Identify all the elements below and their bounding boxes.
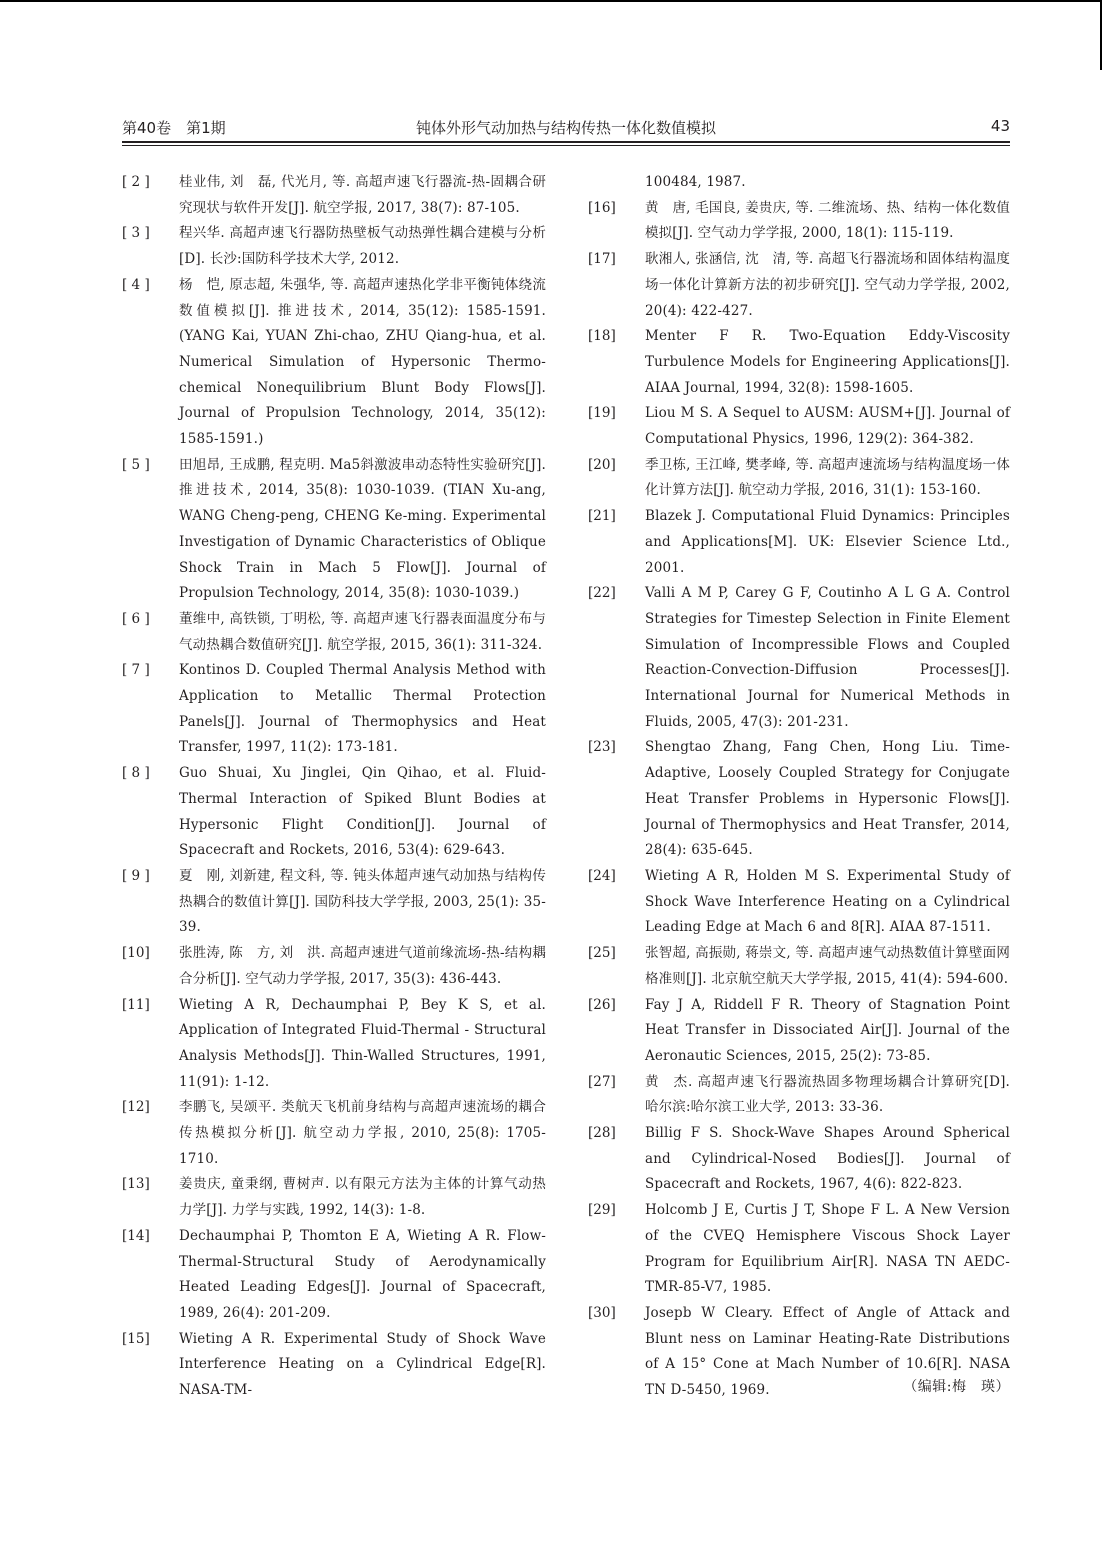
reference-number: [15]: [122, 1330, 150, 1347]
reference-number: [27]: [588, 1073, 616, 1090]
reference-text: Wieting A R, Holden M S. Experimental Study of Shock Wave Interference Heating on a Cylindrical Leading Edge at Mach 6 and 8[R]. AIAA 87-1511.: [645, 867, 1010, 936]
reference-entry: [122, 1224, 546, 1327]
reference-entry: [588, 247, 1010, 324]
page-number: 43: [990, 117, 1010, 135]
reference-number: [12]: [122, 1099, 150, 1116]
header-rule-thick: [122, 141, 1010, 143]
reference-entry: [122, 607, 546, 658]
reference-text: Shengtao Zhang, Fang Chen, Hong Liu. Time-Adaptive, Loosely Coupled Strategy for Conjugate Heat Transfer Problems in Hypersonic Flows[J]. Journal of Thermophysics and Heat Transfer, 2014, 28(4): 635-645.: [645, 739, 1010, 859]
reference-number: [14]: [122, 1227, 150, 1244]
reference-entry: [588, 1121, 1010, 1198]
running-header: [122, 117, 1010, 139]
reference-text: Valli A M P, Carey G F, Coutinho A L G A. Control Strategies for Timestep Selection in Finite Element Simulation of Incompressible Flows and Coupled Reaction-Convection-Diffusion Processes[J]. International Journal for Numerical Methods in Fluids, 2005, 47(3): 201-231.: [645, 585, 1010, 730]
reference-number: [16]: [588, 199, 616, 216]
reference-entry: [122, 941, 546, 992]
reference-number: [ 9 ]: [122, 867, 150, 884]
running-title: 钝体外形气动加热与结构传热一体化数值模拟: [415, 119, 716, 137]
reference-entry: [122, 273, 546, 453]
reference-text: Liou M S. A Sequel to AUSM: AUSM+[J]. Journal of Computational Physics, 1996, 129(2): 364-382.: [645, 405, 1010, 448]
reference-number: [23]: [588, 739, 616, 756]
reference-number: [28]: [588, 1125, 616, 1142]
reference-number: [10]: [122, 945, 150, 962]
reference-text: Wieting A R. Experimental Study of Shock Wave Interference Heating on a Cylindrical Edge[R]. NASA-TM-: [179, 1330, 546, 1399]
reference-number: [ 4 ]: [122, 276, 150, 293]
reference-entry: [588, 581, 1010, 735]
reference-entry: [122, 1327, 546, 1404]
reference-number: [24]: [588, 867, 616, 884]
reference-entry-continued: [588, 170, 1010, 196]
reference-number: [ 2 ]: [122, 174, 150, 190]
reference-entry: [588, 453, 1010, 504]
reference-number: [30]: [588, 1304, 616, 1321]
reference-text: 黄 杰. 高超声速飞行器流热固多物理场耦合计算研究[D]. 哈尔滨:哈尔滨工业大学, 2013: 33-36.: [645, 1073, 1010, 1116]
reference-number: [ 5 ]: [122, 456, 150, 473]
reference-text: Josepb W Cleary. Effect of Angle of Attack and Blunt ness on Laminar Heating-Rate Distributions of A 15° Cone at Mach Number of 10.6[R]. NASA TN D-5450, 1969.: [645, 1304, 1010, 1399]
reference-entry: [588, 504, 1010, 581]
header-rule-thin: [122, 145, 1010, 146]
reference-text: 黄 唐, 毛国良, 姜贵庆, 等. 二维流场、热、结构一体化数值模拟[J]. 空气动力学学报, 2000, 18(1): 115-119.: [645, 199, 1010, 242]
reference-text: 姜贵庆, 童秉纲, 曹树声. 以有限元方法为主体的计算气动热力学[J]. 力学与实践, 1992, 14(3): 1-8.: [179, 1176, 546, 1219]
reference-entry: [588, 1070, 1010, 1121]
reference-text: 程兴华. 高超声速飞行器防热壁板气动热弹性耦合建模与分析[D]. 长沙:国防科学技术大学, 2012.: [179, 225, 546, 268]
reference-entry: [122, 1095, 546, 1172]
reference-entry: [588, 941, 1010, 992]
reference-text: 夏 刚, 刘新建, 程文科, 等. 钝头体超声速气动加热与结构传热耦合的数值计算[J]. 国防科技大学学报, 2003, 25(1): 35-39.: [179, 867, 546, 936]
references-left-column: [122, 170, 546, 1404]
reference-text: Fay J A, Riddell F R. Theory of Stagnation Point Heat Transfer in Dissociated Air[J]. Journal of the Aeronautic Sciences, 2015, 25(2): 73-85.: [645, 996, 1010, 1064]
reference-entry: [122, 864, 546, 941]
reference-number: [26]: [588, 996, 616, 1013]
reference-entry: [588, 993, 1010, 1070]
references-right-column: [588, 170, 1010, 1404]
reference-number: [ 6 ]: [122, 610, 150, 627]
reference-number: [17]: [588, 251, 616, 268]
reference-number: [25]: [588, 945, 616, 962]
reference-entry: [122, 170, 546, 221]
reference-text: 杨 恺, 原志超, 朱强华, 等. 高超声速热化学非平衡钝体绕流数值模拟[J]. 推进技术, 2014, 35(12): 1585-1591. (YANG Kai, YUAN Zhi-chao, ZHU Qiang-hua, et al. Numerical Simulation of Hypersonic Thermo-chemical Nonequilibrium Blunt Body Flows[J]. Journal of Propulsion Technology, 2014, 35(12): 1585-1591.): [179, 276, 546, 448]
reference-text: Holcomb J E, Curtis J T, Shope F L. A New Version of the CVEQ Hemisphere Viscous Shock Layer Program for Equilibrium Air[R]. NASA TN AEDC-TMR-85-V7, 1985.: [645, 1202, 1010, 1296]
reference-text: Wieting A R, Dechaumphai P, Bey K S, et al. Application of Integrated Fluid-Thermal - Structural Analysis Methods[J]. Thin-Walled Structures, 1991, 11(91): 1-12.: [179, 996, 546, 1090]
reference-text: Guo Shuai, Xu Jinglei, Qin Qihao, et al. Fluid-Thermal Interaction of Spiked Blunt Bodies at Hypersonic Flight Condition[J]. Journal of Spacecraft and Rockets, 2016, 53(4): 629-643.: [179, 765, 546, 859]
reference-entry: [122, 993, 546, 1096]
crop-mark-top: [0, 0, 1102, 2]
reference-text: Kontinos D. Coupled Thermal Analysis Method with Application to Metallic Thermal Protection Panels[J]. Journal of Thermophysics and Heat Transfer, 1997, 11(2): 173-181.: [179, 662, 546, 756]
reference-text: 季卫栋, 王江峰, 樊孝峰, 等. 高超声速流场与结构温度场一体化计算方法[J]. 航空动力学报, 2016, 31(1): 153-160.: [645, 456, 1010, 499]
reference-entry: [122, 658, 546, 761]
reference-entry: [588, 864, 1010, 941]
reference-number: [11]: [122, 996, 150, 1013]
reference-number: [13]: [122, 1176, 150, 1193]
reference-number: [29]: [588, 1202, 616, 1219]
reference-text: 耿湘人, 张涵信, 沈 清, 等. 高超飞行器流场和固体结构温度场一体化计算新方法的初步研究[J]. 空气动力学学报, 2002, 20(4): 422-427.: [645, 251, 1010, 319]
reference-text: 张智超, 高振勋, 蒋崇文, 等. 高超声速气动热数值计算壁面网格准则[J]. 北京航空航天大学学报, 2015, 41(4): 594-600.: [645, 945, 1010, 987]
reference-number: [20]: [588, 456, 616, 473]
reference-entry: [122, 221, 546, 272]
reference-number: [18]: [588, 328, 616, 345]
reference-text: Blazek J. Computational Fluid Dynamics: Principles and Applications[M]. UK: Elsevier Science Ltd., 2001.: [645, 508, 1010, 576]
reference-entry: [588, 401, 1010, 452]
reference-text: Menter F R. Two-Equation Eddy-Viscosity Turbulence Models for Engineering Applications[J]. AIAA Journal, 1994, 32(8): 1598-1605.: [645, 328, 1010, 396]
reference-number: [ 7 ]: [122, 662, 150, 679]
reference-text: 李鹏飞, 吴颂平. 类航天飞机前身结构与高超声速流场的耦合传热模拟分析[J]. 航空动力学报, 2010, 25(8): 1705-1710.: [179, 1099, 546, 1167]
reference-text: 张胜涛, 陈 方, 刘 洪. 高超声速进气道前缘流场-热-结构耦合分析[J]. 空气动力学学报, 2017, 35(3): 436-443.: [179, 945, 546, 987]
editor-note: （编辑:梅 瑛）: [903, 1379, 1010, 1395]
reference-number: [ 3 ]: [122, 225, 150, 242]
reference-text: Dechaumphai P, Thomton E A, Wieting A R. Flow-Thermal-Structural Study of Aerodynamically Heated Leading Edges[J]. Journal of Spacecraft, 1989, 26(4): 201-209.: [179, 1227, 546, 1321]
reference-entry: [588, 324, 1010, 401]
reference-text: 田旭昂, 王成鹏, 程克明. Ma5斜激波串动态特性实验研究[J]. 推进技术, 2014, 35(8): 1030-1039. (TIAN Xu-ang, WANG Cheng-peng, CHENG Ke-ming. Experimental Investigation of Dynamic Characteristics of Oblique Shock Train in Mach 5 Flow[J]. Journal of Propulsion Technology, 2014, 35(8): 1030-1039.): [179, 456, 546, 602]
reference-entry: [588, 196, 1010, 247]
reference-number: [ 8 ]: [122, 765, 150, 782]
reference-entry: [588, 735, 1010, 864]
reference-number: [21]: [588, 508, 616, 525]
reference-entry: [588, 1198, 1010, 1301]
reference-text: 董维中, 高铁锁, 丁明松, 等. 高超声速飞行器表面温度分布与气动热耦合数值研究[J]. 航空学报, 2015, 36(1): 311-324.: [179, 610, 546, 653]
reference-number: [22]: [588, 585, 616, 602]
reference-entry: [122, 453, 546, 607]
reference-number: [19]: [588, 405, 616, 422]
reference-entry: [122, 1172, 546, 1223]
volume-issue: 第40卷 第1期: [122, 119, 226, 137]
reference-text: Billig F S. Shock-Wave Shapes Around Spherical and Cylindrical-Nosed Bodies[J]. Journal of Spacecraft and Rockets, 1967, 4(6): 822-823.: [645, 1125, 1010, 1193]
reference-text: 桂业伟, 刘 磊, 代光月, 等. 高超声速飞行器流-热-固耦合研究现状与软件开发[J]. 航空学报, 2017, 38(7): 87-105.: [179, 174, 546, 216]
reference-text: 100484, 1987.: [645, 174, 746, 190]
reference-entry: [122, 761, 546, 864]
